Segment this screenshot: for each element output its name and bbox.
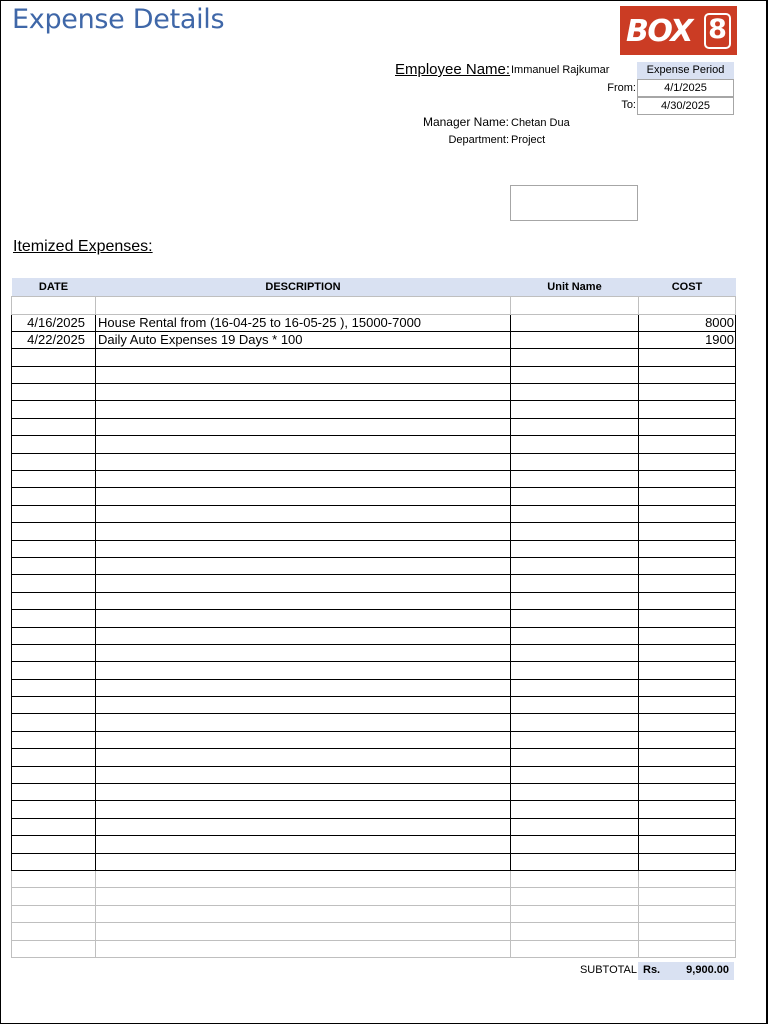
cell-unit-name[interactable] [511,488,639,505]
cell-unit-name[interactable] [511,644,639,661]
cell-description[interactable] [96,714,511,731]
cell-cost[interactable] [639,836,736,853]
cell-cost[interactable] [639,888,736,905]
cell-cost[interactable] [639,940,736,957]
subtotal-currency: Rs. [643,964,661,976]
employee-name-label: Employee Name: [395,61,511,78]
company-logo [620,6,737,55]
cell-unit-name[interactable] [511,836,639,853]
cell-date[interactable] [12,366,96,383]
cell-date[interactable] [12,523,96,540]
cell-unit-name[interactable] [511,801,639,818]
cell-description[interactable]: Daily Auto Expenses 19 Days * 100 [96,331,511,348]
cell-unit-name[interactable] [511,749,639,766]
cell-unit-name[interactable] [511,366,639,383]
table-row [12,766,736,783]
cell-unit-name[interactable] [511,731,639,748]
table-row [12,296,736,314]
cell-cost[interactable] [639,697,736,714]
cell-description[interactable] [96,349,511,366]
cell-cost[interactable] [639,575,736,592]
cell-date[interactable] [12,627,96,644]
department-value[interactable]: Project [511,134,546,146]
cell-date[interactable] [12,923,96,940]
cell-cost[interactable] [639,557,736,574]
table-row [12,784,736,801]
cell-cost[interactable] [639,610,736,627]
table-row [12,349,736,366]
cell-description[interactable] [96,749,511,766]
table-row [12,575,736,592]
table-row [12,505,736,522]
cell-description[interactable] [96,697,511,714]
cell-cost[interactable] [639,679,736,696]
cell-cost[interactable] [639,384,736,401]
table-row [12,627,736,644]
cell-unit-name[interactable] [511,714,639,731]
cell-unit-name[interactable] [511,766,639,783]
cell-unit-name[interactable] [511,384,639,401]
cell-unit-name[interactable] [511,923,639,940]
cell-unit-name[interactable] [511,940,639,957]
cell-cost[interactable]: 8000 [639,314,736,331]
cell-cost[interactable] [639,714,736,731]
cell-cost[interactable] [639,488,736,505]
cell-unit-name[interactable] [511,436,639,453]
table-row [12,731,736,748]
manager-name-value[interactable]: Chetan Dua [511,117,570,129]
cell-description[interactable] [96,766,511,783]
cell-description[interactable] [96,488,511,505]
cell-description[interactable] [96,523,511,540]
cell-description[interactable] [96,575,511,592]
cell-description[interactable] [96,453,511,470]
column-header-cost: COST [639,278,736,296]
table-row [12,836,736,853]
cell-description[interactable] [96,557,511,574]
cell-description[interactable] [96,366,511,383]
cell-date[interactable] [12,610,96,627]
cell-cost[interactable] [639,436,736,453]
cell-description[interactable] [96,384,511,401]
table-row [12,923,736,940]
cell-cost[interactable] [639,818,736,835]
table-row [12,749,736,766]
cell-cost[interactable] [639,644,736,661]
cell-date[interactable] [12,471,96,488]
logo-mark: 8 [704,13,731,49]
subtotal-box [638,962,734,980]
cell-description[interactable] [96,418,511,435]
cell-date[interactable] [12,784,96,801]
cell-date[interactable] [12,418,96,435]
cell-description[interactable] [96,401,511,418]
cell-description[interactable] [96,905,511,922]
cell-date[interactable] [12,505,96,522]
employee-name-value[interactable]: Immanuel Rajkumar [511,64,610,76]
cell-date[interactable]: 4/16/2025 [12,314,96,331]
table-row [12,436,736,453]
cell-cost[interactable] [639,731,736,748]
table-row [12,418,736,435]
cell-unit-name[interactable] [511,557,639,574]
cell-cost[interactable] [639,471,736,488]
table-row [12,523,736,540]
cell-unit-name[interactable] [511,453,639,470]
cell-cost[interactable] [639,592,736,609]
cell-unit-name[interactable] [511,592,639,609]
cell-cost[interactable] [639,923,736,940]
table-row [12,331,736,348]
cell-description[interactable] [96,923,511,940]
cell-date[interactable] [12,436,96,453]
cell-date[interactable] [12,488,96,505]
cell-description[interactable] [96,436,511,453]
itemized-expenses-title: Itemized Expenses: [13,238,153,255]
table-row [12,905,736,922]
cell-date[interactable] [12,905,96,922]
cell-unit-name[interactable] [511,331,639,348]
cell-unit-name[interactable] [511,853,639,870]
period-from-field[interactable]: 4/1/2025 [637,79,734,97]
cell-date[interactable] [12,714,96,731]
cell-description[interactable] [96,644,511,661]
table-row [12,662,736,679]
cell-date[interactable] [12,801,96,818]
table-row [12,401,736,418]
table-row [12,679,736,696]
column-header-description: DESCRIPTION [96,278,511,296]
cell-unit-name[interactable] [511,523,639,540]
department-label: Department: [448,134,509,146]
cell-description[interactable] [96,818,511,835]
table-row [12,384,736,401]
cell-cost[interactable] [639,627,736,644]
cell-date[interactable] [12,662,96,679]
cell-unit-name[interactable] [511,296,639,314]
cell-cost[interactable] [639,662,736,679]
cell-cost[interactable] [639,349,736,366]
cell-description[interactable] [96,627,511,644]
subtotal-amount: 9,900.00 [686,964,729,976]
cell-cost[interactable] [639,784,736,801]
table-row [12,488,736,505]
cell-description[interactable] [96,662,511,679]
cell-date[interactable] [12,296,96,314]
cell-unit-name[interactable] [511,314,639,331]
cell-description[interactable] [96,871,511,888]
column-header-date: DATE [12,278,96,296]
cell-unit-name[interactable] [511,662,639,679]
cell-date[interactable] [12,731,96,748]
cell-date[interactable] [12,818,96,835]
cell-cost[interactable] [639,766,736,783]
cell-description[interactable] [96,296,511,314]
cell-unit-name[interactable] [511,905,639,922]
cell-unit-name[interactable] [511,679,639,696]
cell-date[interactable] [12,453,96,470]
cell-description[interactable] [96,853,511,870]
cell-description[interactable] [96,540,511,557]
cell-description[interactable] [96,940,511,957]
cell-description[interactable] [96,836,511,853]
column-header-unit-name: Unit Name [511,278,639,296]
cell-date[interactable] [12,349,96,366]
cell-description[interactable] [96,784,511,801]
cell-cost[interactable] [639,453,736,470]
cell-unit-name[interactable] [511,818,639,835]
cell-description[interactable] [96,731,511,748]
table-row [12,818,736,835]
cell-description[interactable] [96,505,511,522]
page-title: Expense Details [12,4,225,35]
cell-unit-name[interactable] [511,784,639,801]
cell-unit-name[interactable] [511,505,639,522]
subtotal-label: SUBTOTAL [579,964,637,976]
cell-unit-name[interactable] [511,575,639,592]
cell-date[interactable] [12,853,96,870]
table-row [12,540,736,557]
cell-date[interactable] [12,697,96,714]
cell-date[interactable] [12,871,96,888]
cell-cost[interactable] [639,366,736,383]
cell-date[interactable] [12,749,96,766]
table-row [12,471,736,488]
table-row [12,940,736,957]
cell-cost[interactable] [639,523,736,540]
cell-unit-name[interactable] [511,471,639,488]
cell-description[interactable] [96,888,511,905]
cell-date[interactable] [12,940,96,957]
cell-unit-name[interactable] [511,610,639,627]
table-row [12,453,736,470]
cell-date[interactable] [12,557,96,574]
table-row [12,853,736,870]
table-row [12,888,736,905]
cell-unit-name[interactable] [511,349,639,366]
cell-date[interactable] [12,888,96,905]
table-row [12,697,736,714]
table-row [12,644,736,661]
cell-unit-name[interactable] [511,627,639,644]
expense-table [11,278,736,958]
manager-name-label: Manager Name: [422,115,509,129]
table-row [12,557,736,574]
cell-cost[interactable] [639,801,736,818]
period-to-field[interactable]: 4/30/2025 [637,97,734,115]
logo-word: BOX [626,14,692,49]
cell-unit-name[interactable] [511,697,639,714]
cell-description[interactable] [96,610,511,627]
cell-description[interactable]: House Rental from (16-04-25 to 16-05-25 ), 15000-7000 [96,314,511,331]
cell-description[interactable] [96,471,511,488]
cell-date[interactable] [12,384,96,401]
cell-date[interactable] [12,836,96,853]
cell-date[interactable] [12,401,96,418]
cell-cost[interactable] [639,418,736,435]
signature-box[interactable] [510,185,638,221]
cell-cost[interactable]: 1900 [639,331,736,348]
period-to-label: To: [621,99,636,111]
table-row [12,714,736,731]
cell-cost[interactable] [639,905,736,922]
cell-description[interactable] [96,679,511,696]
table-row [12,610,736,627]
table-row [12,366,736,383]
cell-date[interactable] [12,766,96,783]
table-row [12,871,736,888]
cell-description[interactable] [96,592,511,609]
cell-description[interactable] [96,801,511,818]
cell-date[interactable] [12,644,96,661]
cell-cost[interactable] [639,853,736,870]
cell-date[interactable] [12,679,96,696]
table-row [12,314,736,331]
cell-cost[interactable] [639,540,736,557]
cell-date[interactable] [12,575,96,592]
cell-unit-name[interactable] [511,540,639,557]
cell-cost[interactable] [639,871,736,888]
table-row [12,801,736,818]
cell-cost[interactable] [639,505,736,522]
cell-cost[interactable] [639,296,736,314]
cell-unit-name[interactable] [511,888,639,905]
cell-unit-name[interactable] [511,871,639,888]
cell-date[interactable] [12,540,96,557]
cell-date[interactable]: 4/22/2025 [12,331,96,348]
cell-cost[interactable] [639,749,736,766]
cell-unit-name[interactable] [511,418,639,435]
cell-unit-name[interactable] [511,401,639,418]
table-row [12,592,736,609]
period-from-label: From: [607,82,636,94]
cell-date[interactable] [12,592,96,609]
expense-period-header: Expense Period [637,62,734,79]
cell-cost[interactable] [639,401,736,418]
